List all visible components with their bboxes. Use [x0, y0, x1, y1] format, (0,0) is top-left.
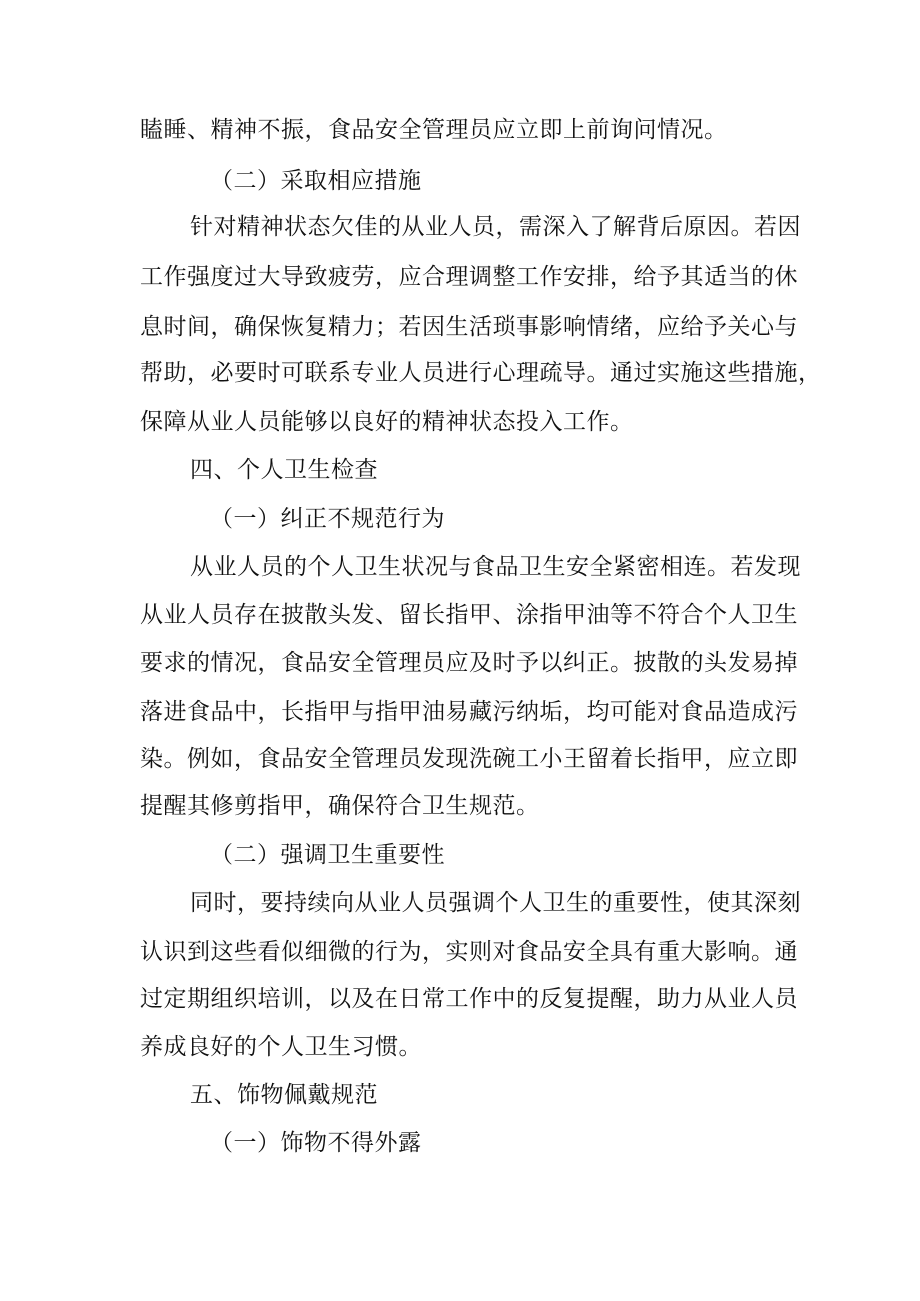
paragraph-line: 提醒其修剪指甲，确保符合卫生规范。 — [140, 793, 540, 819]
subsection-heading: （一）饰物不得外露 — [210, 1130, 422, 1156]
section-heading: 四、个人卫生检查 — [190, 457, 378, 483]
paragraph-line: 工作强度过大导致疲劳，应合理调整工作安排，给予其适当的休 — [140, 264, 798, 290]
subsection-heading: （一）纠正不规范行为 — [210, 506, 445, 532]
paragraph-line: 过定期组织培训，以及在日常工作中的反复提醒，助力从业人员 — [140, 986, 798, 1012]
paragraph-line: 要求的情况，食品安全管理员应及时予以纠正。披散的头发易掉 — [140, 650, 798, 676]
paragraph-line: 从业人员存在披散头发、留长指甲、涂指甲油等不符合个人卫生 — [140, 602, 798, 628]
paragraph-line: 保障从业人员能够以良好的精神状态投入工作。 — [140, 409, 634, 435]
paragraph-line: 落进食品中，长指甲与指甲油易藏污纳垢，均可能对食品造成污 — [140, 699, 798, 725]
subsection-heading: （二）采取相应措施 — [210, 168, 422, 194]
paragraph-line: 针对精神状态欠佳的从业人员，需深入了解背后原因。若因 — [190, 214, 801, 240]
paragraph-line: 染。例如，食品安全管理员发现洗碗工小王留着长指甲，应立即 — [140, 746, 798, 772]
paragraph-line: 瞌睡、精神不振，食品安全管理员应立即上前询问情况。 — [140, 117, 728, 143]
paragraph-line: 息时间，确保恢复精力；若因生活琐事影响情绪，应给予关心与 — [140, 314, 798, 340]
section-heading: 五、饰物佩戴规范 — [190, 1082, 378, 1108]
paragraph-line: 同时，要持续向从业人员强调个人卫生的重要性，使其深刻 — [190, 890, 801, 916]
subsection-heading: （二）强调卫生重要性 — [210, 842, 445, 868]
paragraph-line: 养成良好的个人卫生习惯。 — [140, 1034, 422, 1060]
paragraph-line: 认识到这些看似细微的行为，实则对食品安全具有重大影响。通 — [140, 939, 798, 965]
paragraph-line: 帮助，必要时可联系专业人员进行心理疏导。通过实施这些措施， — [140, 360, 822, 386]
paragraph-line: 从业人员的个人卫生状况与食品卫生安全紧密相连。若发现 — [190, 554, 801, 580]
